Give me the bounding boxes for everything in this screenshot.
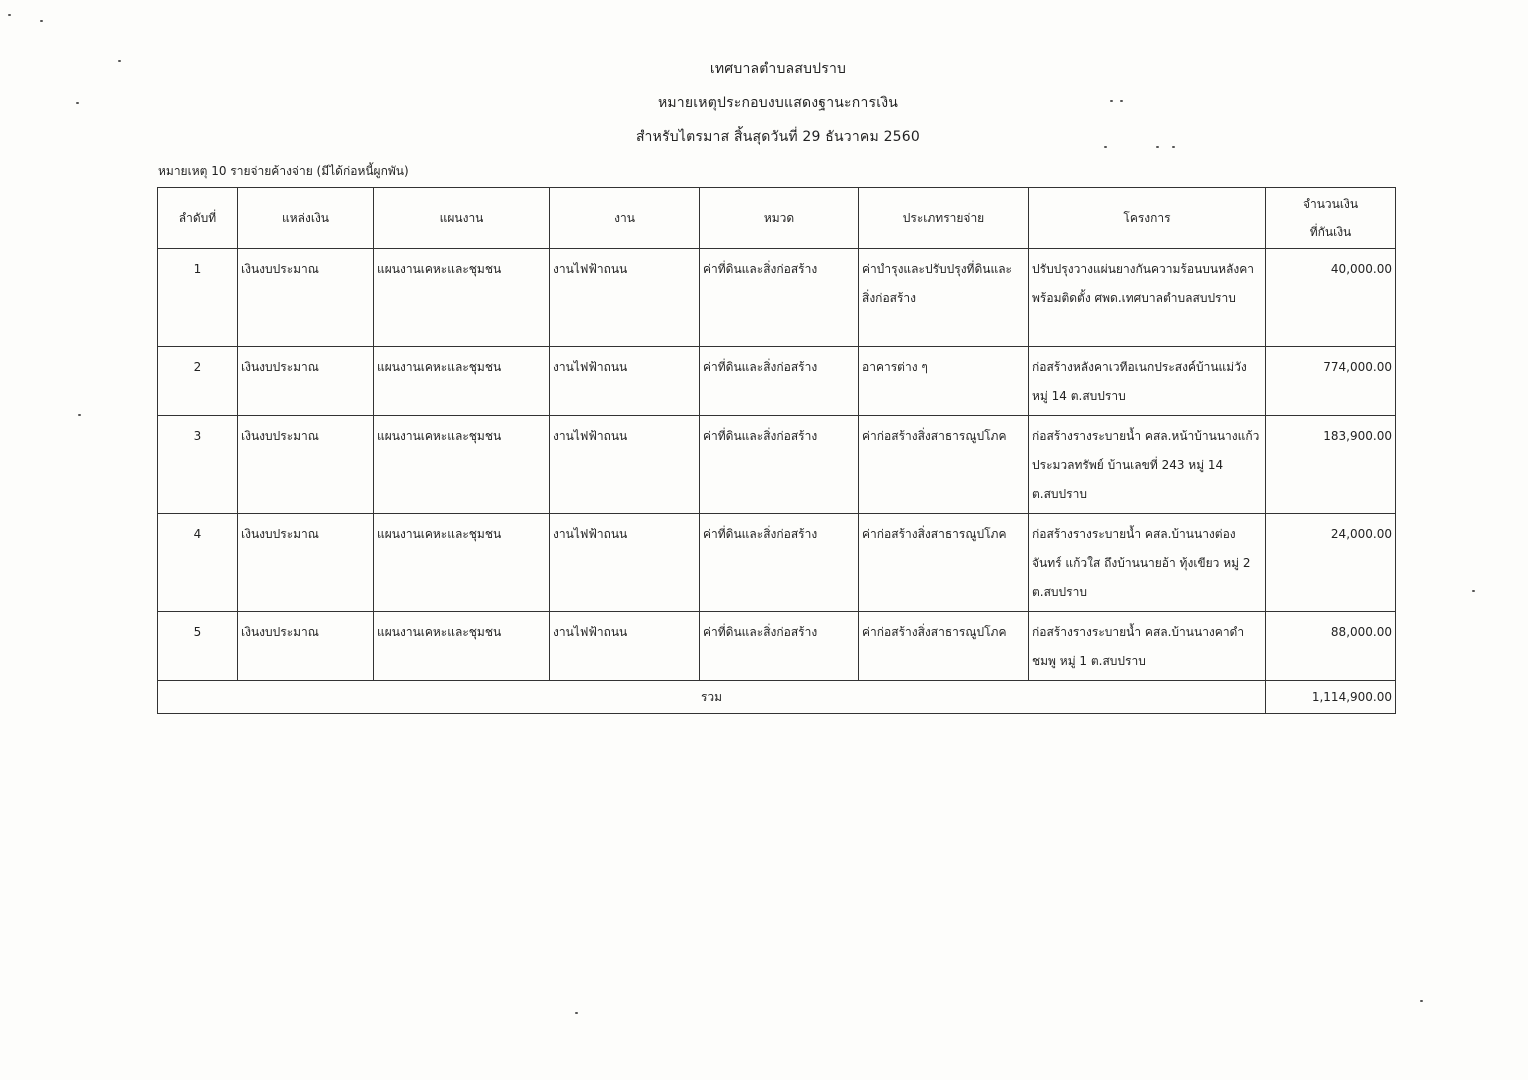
cell-source: เงินงบประมาณ — [238, 612, 374, 681]
cell-no: 1 — [158, 249, 238, 347]
cell-expense: อาคารต่าง ๆ — [859, 347, 1029, 416]
scan-speck — [1420, 1000, 1423, 1002]
cell-project: ปรับปรุงวางแผ่นยางกันความร้อนบนหลังคาพร้อมติดตั้ง ศพด.เทศบาลตำบลสบปราบ — [1029, 249, 1266, 347]
cell-category: ค่าที่ดินและสิ่งก่อสร้าง — [700, 612, 859, 681]
scan-speck — [1472, 590, 1475, 592]
cell-plan: แผนงานเคหะและชุมชน — [374, 249, 550, 347]
col-header-plan: แผนงาน — [374, 188, 550, 249]
cell-expense: ค่าบำรุงและปรับปรุงที่ดินและสิ่งก่อสร้าง — [859, 249, 1029, 347]
scan-speck — [1104, 146, 1107, 148]
table-row — [158, 249, 1396, 347]
table-row — [158, 347, 1396, 416]
org-name: เทศบาลตำบลสบปราบ — [709, 61, 847, 77]
col-header-category: หมวด — [700, 188, 859, 249]
total-row — [158, 681, 1396, 714]
col-header-amount-line1: จำนวนเงิน — [1302, 197, 1359, 211]
cell-work: งานไฟฟ้าถนน — [550, 347, 700, 416]
scan-speck — [575, 1012, 578, 1014]
cell-no: 5 — [158, 612, 238, 681]
accrued-expenses-table — [157, 187, 1396, 714]
cell-amount: 774,000.00 — [1266, 347, 1396, 416]
scan-speck — [118, 60, 121, 62]
cell-expense: ค่าก่อสร้างสิ่งสาธารณูปโภค — [859, 514, 1029, 612]
scan-speck — [1156, 146, 1159, 148]
cell-source: เงินงบประมาณ — [238, 416, 374, 514]
col-header-no: ลำดับที่ — [158, 188, 238, 249]
scan-speck — [76, 102, 79, 104]
scan-speck — [78, 414, 81, 416]
col-header-amount-line2: ที่กันเงิน — [1309, 225, 1352, 239]
document-header — [0, 52, 1528, 154]
report-title: หมายเหตุประกอบงบแสดงฐานะการเงิน — [657, 95, 899, 111]
cell-plan: แผนงานเคหะและชุมชน — [374, 612, 550, 681]
cell-source: เงินงบประมาณ — [238, 249, 374, 347]
col-header-source: แหล่งเงิน — [238, 188, 374, 249]
cell-source: เงินงบประมาณ — [238, 514, 374, 612]
table-row — [158, 416, 1396, 514]
table-row — [158, 612, 1396, 681]
cell-plan: แผนงานเคหะและชุมชน — [374, 416, 550, 514]
table-header-row — [158, 188, 1396, 249]
cell-category: ค่าที่ดินและสิ่งก่อสร้าง — [700, 347, 859, 416]
cell-expense: ค่าก่อสร้างสิ่งสาธารณูปโภค — [859, 416, 1029, 514]
cell-project: ก่อสร้างรางระบายน้ำ คสล.บ้านนางคาดำ ชมพู หมู่ 1 ต.สบปราบ — [1029, 612, 1266, 681]
cell-project: ก่อสร้างรางระบายน้ำ คสล.หน้าบ้านนางแก้ว ประมวลทรัพย์ บ้านเลขที่ 243 หมู่ 14 ต.สบปราบ — [1029, 416, 1266, 514]
cell-no: 4 — [158, 514, 238, 612]
cell-work: งานไฟฟ้าถนน — [550, 612, 700, 681]
cell-source: เงินงบประมาณ — [238, 347, 374, 416]
cell-category: ค่าที่ดินและสิ่งก่อสร้าง — [700, 514, 859, 612]
cell-amount: 24,000.00 — [1266, 514, 1396, 612]
col-header-project: โครงการ — [1029, 188, 1266, 249]
table-row — [158, 514, 1396, 612]
report-period: สำหรับไตรมาส สิ้นสุดวันที่ 29 ธันวาคม 2560 — [635, 129, 921, 145]
total-label: รวม — [158, 681, 1266, 714]
cell-category: ค่าที่ดินและสิ่งก่อสร้าง — [700, 416, 859, 514]
cell-category: ค่าที่ดินและสิ่งก่อสร้าง — [700, 249, 859, 347]
scan-speck — [8, 14, 11, 16]
col-header-amount — [1266, 188, 1396, 249]
cell-no: 2 — [158, 347, 238, 416]
total-amount: 1,114,900.00 — [1266, 681, 1396, 714]
cell-work: งานไฟฟ้าถนน — [550, 249, 700, 347]
cell-plan: แผนงานเคหะและชุมชน — [374, 514, 550, 612]
cell-no: 3 — [158, 416, 238, 514]
scan-speck — [1172, 146, 1175, 148]
cell-project: ก่อสร้างหลังคาเวทีอเนกประสงค์บ้านแม่วัง หมู่ 14 ต.สบปราบ — [1029, 347, 1266, 416]
cell-plan: แผนงานเคหะและชุมชน — [374, 347, 550, 416]
cell-work: งานไฟฟ้าถนน — [550, 514, 700, 612]
scan-speck — [1120, 100, 1123, 102]
col-header-expense: ประเภทรายจ่าย — [859, 188, 1029, 249]
scan-speck — [1110, 100, 1113, 102]
note-title: หมายเหตุ 10 รายจ่ายค้างจ่าย (มีได้ก่อหนี้ผูกพัน) — [158, 164, 409, 178]
cell-amount: 88,000.00 — [1266, 612, 1396, 681]
cell-project: ก่อสร้างรางระบายน้ำ คสล.บ้านนางต่องจันทร์ แก้วใส ถึงบ้านนายอ้า ทุ้งเขียว หมู่ 2 ต.สบปราบ — [1029, 514, 1266, 612]
cell-work: งานไฟฟ้าถนน — [550, 416, 700, 514]
cell-amount: 40,000.00 — [1266, 249, 1396, 347]
cell-amount: 183,900.00 — [1266, 416, 1396, 514]
scan-speck — [40, 20, 43, 22]
col-header-work: งาน — [550, 188, 700, 249]
cell-expense: ค่าก่อสร้างสิ่งสาธารณูปโภค — [859, 612, 1029, 681]
